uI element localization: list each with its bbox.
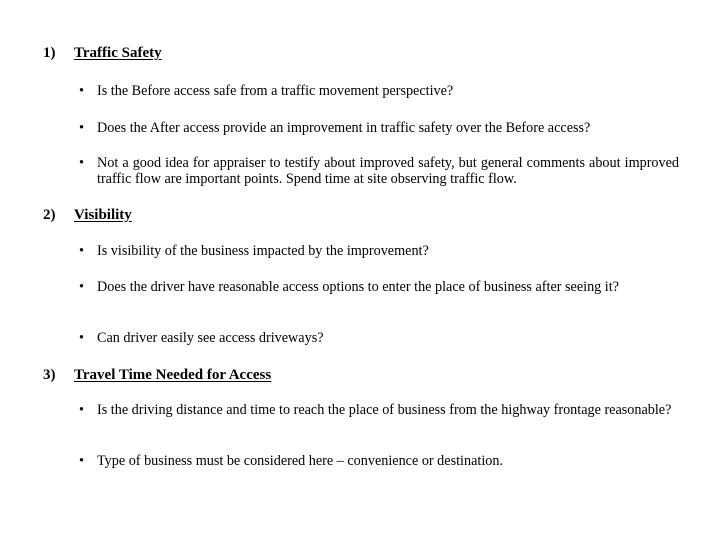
section-number: 3) — [43, 367, 56, 383]
list-item — [79, 243, 679, 259]
list-item — [79, 120, 679, 136]
bullet-text: Is the Before access safe from a traffic movement perspective? — [97, 83, 454, 99]
bullet-icon: • — [79, 243, 84, 259]
bullet-icon: • — [79, 83, 84, 99]
bullet-text: Is the driving distance and time to reach the place of business from the highway frontage reasonable? — [97, 402, 672, 418]
section-title: Visibility — [74, 207, 132, 223]
bullet-text: Does the After access provide an improvement in traffic safety over the Before access? — [97, 120, 591, 136]
bullet-icon: • — [79, 279, 84, 295]
bullet-text: Does the driver have reasonable access options to enter the place of business after seeing it? — [97, 279, 619, 295]
bullet-icon: • — [79, 120, 84, 136]
bullet-icon: • — [79, 155, 84, 171]
bullet-icon: • — [79, 330, 84, 346]
bullet-text: Is visibility of the business impacted by the improvement? — [97, 243, 429, 259]
section-heading-travel-time — [43, 366, 271, 384]
section-title: Traffic Safety — [74, 45, 162, 61]
section-title: Travel Time Needed for Access — [74, 367, 272, 383]
bullet-text: Type of business must be considered here – convenience or destination. — [97, 453, 503, 469]
list-item — [79, 330, 679, 346]
bullet-text: Not a good idea for appraiser to testify about improved safety, but general comments about improved traffic flow are important points. Spend time at site observing traffic flow. — [97, 155, 679, 187]
list-item — [79, 83, 679, 99]
bullet-text: Can driver easily see access driveways? — [97, 330, 324, 346]
list-item — [79, 402, 679, 418]
bullet-icon: • — [79, 402, 84, 418]
list-item — [79, 155, 679, 187]
bullet-icon: • — [79, 453, 84, 469]
section-number: 1) — [43, 45, 56, 61]
list-item — [79, 279, 679, 295]
section-heading-traffic-safety — [43, 44, 162, 62]
section-heading-visibility — [43, 206, 132, 224]
list-item — [79, 453, 679, 469]
section-number: 2) — [43, 207, 56, 223]
